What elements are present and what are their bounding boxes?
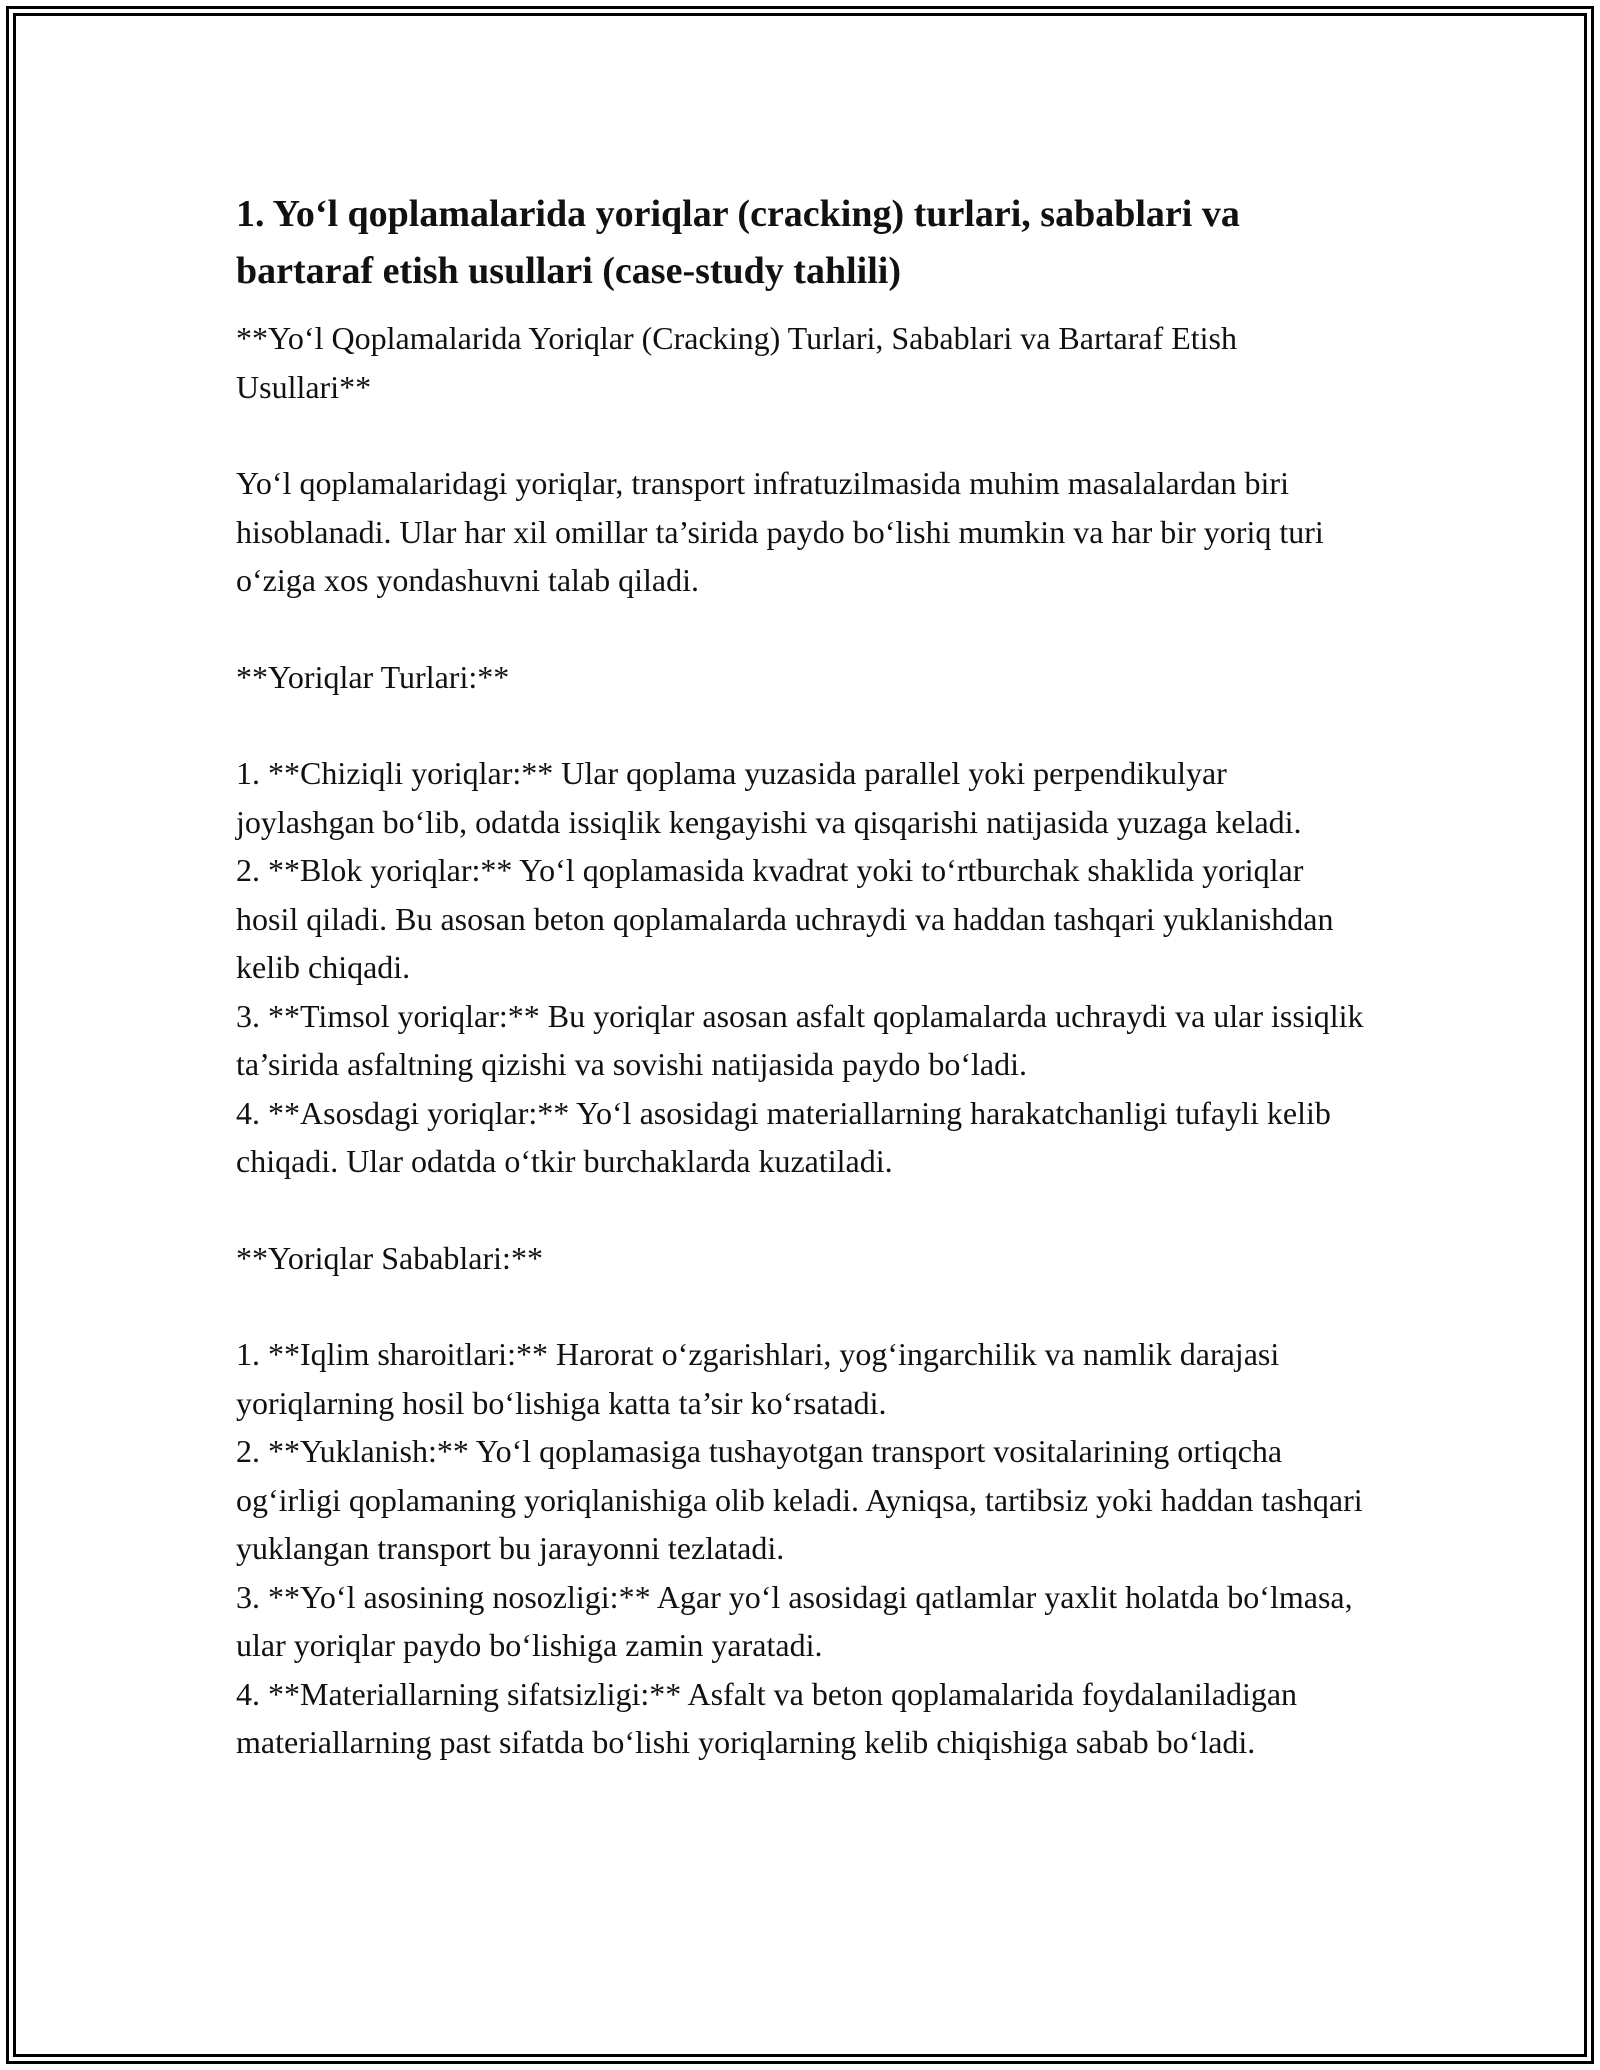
intro-paragraph: Yo‘l qoplamalaridagi yoriqlar, transport infratuzilmasida muhim masalalardan biri hisoblanadi. Ular har xil omillar ta’sirida paydo bo‘lishi mumkin va har bir yoriq turi o‘ziga xos yondashuvni talab qiladi. bbox=[236, 465, 1324, 598]
causes-list bbox=[236, 1330, 1366, 1767]
document-subtitle: **Yo‘l Qoplamalarida Yoriqlar (Cracking) Turlari, Sabablari va Bartaraf Etish Usullari** bbox=[236, 320, 1237, 405]
types-heading: **Yoriqlar Turlari:** bbox=[236, 658, 510, 695]
list-item: 2. **Blok yoriqlar:** Yo‘l qoplamasida kvadrat yoki to‘rtburchak shaklida yoriqlar hosil qiladi. Bu asosan beton qoplamalarda uchraydi va haddan tashqari yuklanishdan kelib chiqadi. bbox=[236, 852, 1334, 985]
types-list bbox=[236, 749, 1366, 1186]
document-title: 1. Yo‘l qoplamalarida yoriqlar (cracking) turlari, sabablari va bartaraf etish usullari (case-study tahlili) bbox=[236, 193, 1240, 292]
list-item: 3. **Timsol yoriqlar:** Bu yoriqlar asosan asfalt qoplamalarda uchraydi va ular issiqlik ta’sirida asfaltning qizishi va sovishi natijasida paydo bo‘ladi. bbox=[236, 997, 1364, 1082]
list-item: 2. **Yuklanish:** Yo‘l qoplamasiga tushayotgan transport vositalarining ortiqcha og‘irligi qoplamaning yoriqlanishiga olib keladi. Ayniqsa, tartibsiz yoki haddan tashqari yuklangan transport bu jarayonni tezlatadi. bbox=[236, 1433, 1363, 1566]
list-item: 3. **Yo‘l asosining nosozligi:** Agar yo‘l asosidagi qatlamlar yaxlit holatda bo‘lmasa, ular yoriqlar paydo bo‘lishiga zamin yaratadi. bbox=[236, 1578, 1353, 1663]
list-item: 4. **Materiallarning sifatsizligi:** Asfalt va beton qoplamalarida foydalaniladigan materiallarning past sifatda bo‘lishi yoriqlarning kelib chiqishiga sabab bo‘ladi. bbox=[236, 1675, 1298, 1760]
list-item: 4. **Asosdagi yoriqlar:** Yo‘l asosidagi materiallarning harakatchanligi tufayli kelib chiqadi. Ular odatda o‘tkir burchaklarda kuzatiladi. bbox=[236, 1094, 1331, 1179]
list-item: 1. **Iqlim sharoitlari:** Harorat o‘zgarishlari, yog‘ingarchilik va namlik darajasi yoriqlarning hosil bo‘lishiga katta ta’sir ko‘rsatadi. bbox=[236, 1336, 1280, 1421]
document-body bbox=[236, 186, 1366, 1815]
causes-heading: **Yoriqlar Sabablari:** bbox=[236, 1239, 543, 1276]
list-item: 1. **Chiziqli yoriqlar:** Ular qoplama yuzasida parallel yoki perpendikulyar joylashgan bo‘lib, odatda issiqlik kengayishi va qisqarishi natijasida yuzaga keladi. bbox=[236, 755, 1302, 840]
